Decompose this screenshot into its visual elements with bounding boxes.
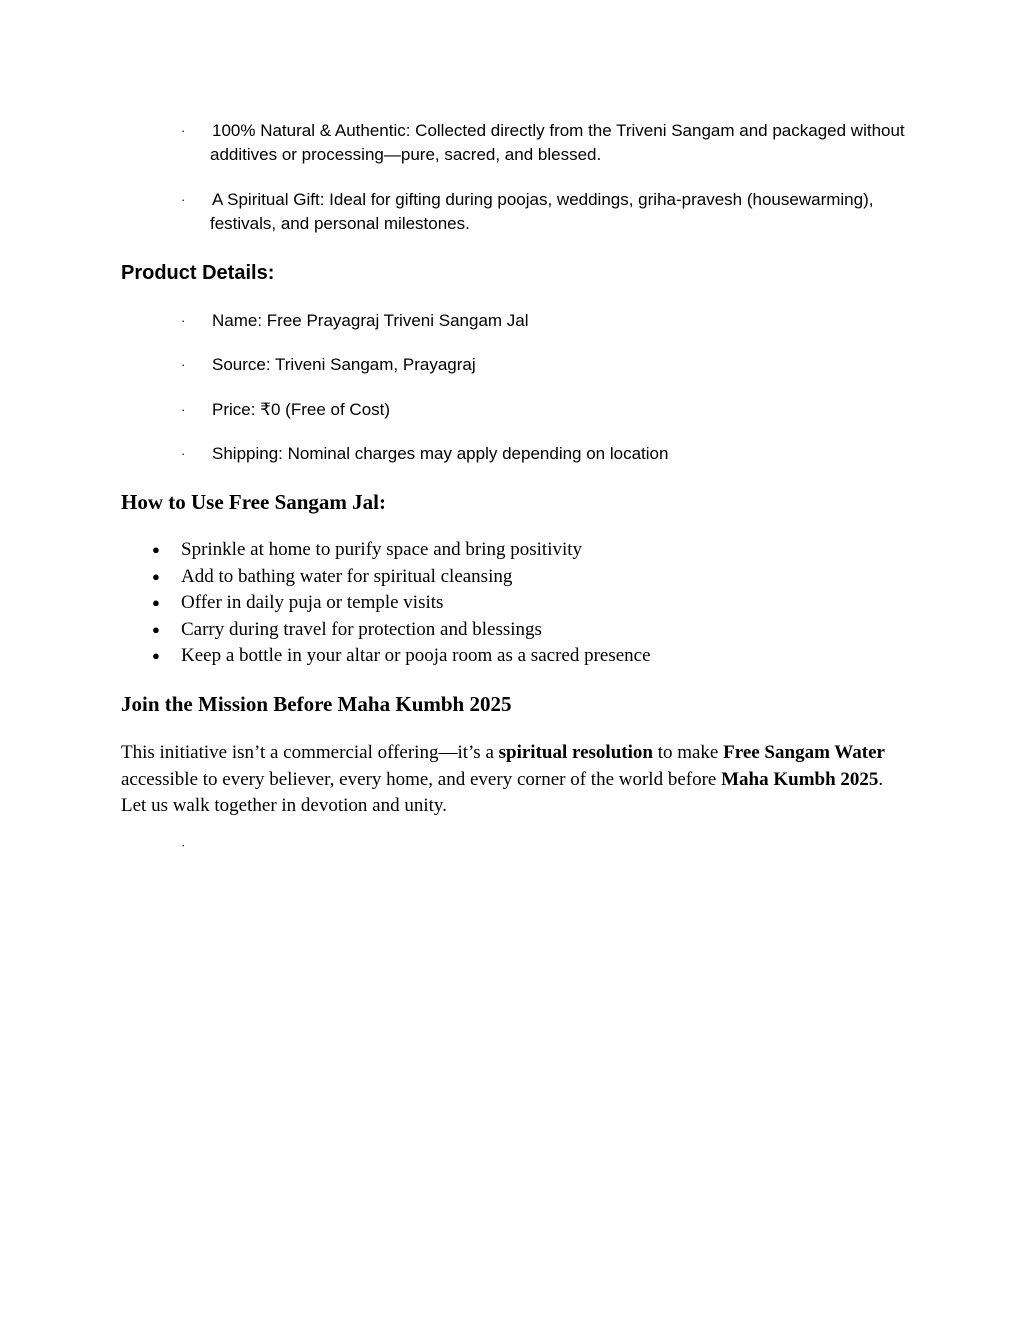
list-item xyxy=(181,442,911,466)
section-heading-product-details: Product Details: xyxy=(121,262,275,284)
bullet-icon: ● xyxy=(152,542,160,557)
bullet-icon: ● xyxy=(152,648,160,664)
usage-text: Add to bathing water for spiritual cleansing xyxy=(181,565,513,587)
list-item xyxy=(121,590,651,617)
bold-text: Maha Kumbh 2025 xyxy=(721,768,879,790)
list-item xyxy=(121,537,651,564)
text-run: This initiative isn’t a commercial offering—it’s a xyxy=(121,742,499,763)
list-item-text: A Spiritual Gift: Ideal for gifting during poojas, weddings, griha-pravesh (housewarming), festivals, and personal milestones. xyxy=(210,190,874,233)
section-heading-mission: Join the Mission Before Maha Kumbh 2025 xyxy=(121,692,512,716)
bullet-dot: · xyxy=(181,446,186,461)
section-heading-how-to-use: How to Use Free Sangam Jal: xyxy=(121,490,386,514)
bullet-icon: ● xyxy=(152,595,160,611)
bold-text: Free Sangam Water xyxy=(723,742,885,763)
list-item xyxy=(181,398,911,422)
usage-text: Offer in daily puja or temple visits xyxy=(181,592,444,614)
bullet-dot: · xyxy=(181,313,186,328)
text-run: . Let us walk together in devotion and unity. xyxy=(121,768,884,817)
bullet-dot: · xyxy=(181,402,186,417)
bold-text: spiritual resolution xyxy=(498,742,653,763)
usage-text: Carry during travel for protection and blessings xyxy=(181,618,542,640)
list-item xyxy=(181,309,911,333)
detail-shipping: Shipping: Nominal charges may apply depending on location xyxy=(212,444,669,463)
mission-paragraph xyxy=(121,740,891,820)
text-run: to make xyxy=(652,742,724,763)
list-item xyxy=(181,188,911,236)
bullet-icon: ● xyxy=(152,568,160,584)
list-item xyxy=(121,643,651,670)
detail-source: Source: Triveni Sangam, Prayagraj xyxy=(212,355,476,374)
trailing-bullet: · xyxy=(181,838,186,853)
text-run: accessible to every believer, every home, and every corner of the world before xyxy=(121,768,722,790)
list-item-text: 100% Natural & Authentic: Collected directly from the Triveni Sangam and packaged without additives or processing—pure, sacred, and blessed. xyxy=(210,121,905,164)
usage-text: Keep a bottle in your altar or pooja room as a sacred presence xyxy=(181,645,651,667)
list-item xyxy=(121,564,651,591)
usage-text: Sprinkle at home to purify space and bring positivity xyxy=(181,539,583,560)
detail-name: Name: Free Prayagraj Triveni Sangam Jal xyxy=(212,311,529,330)
list-item xyxy=(181,353,911,377)
list-item xyxy=(121,617,651,644)
detail-price: Price: ₹0 (Free of Cost) xyxy=(212,400,391,419)
bullet-dot: · xyxy=(181,123,186,138)
list-item xyxy=(181,119,911,167)
usage-list xyxy=(121,537,651,670)
bullet-icon: ● xyxy=(152,621,160,637)
bullet-dot: · xyxy=(181,192,186,207)
bullet-dot: · xyxy=(181,357,186,372)
